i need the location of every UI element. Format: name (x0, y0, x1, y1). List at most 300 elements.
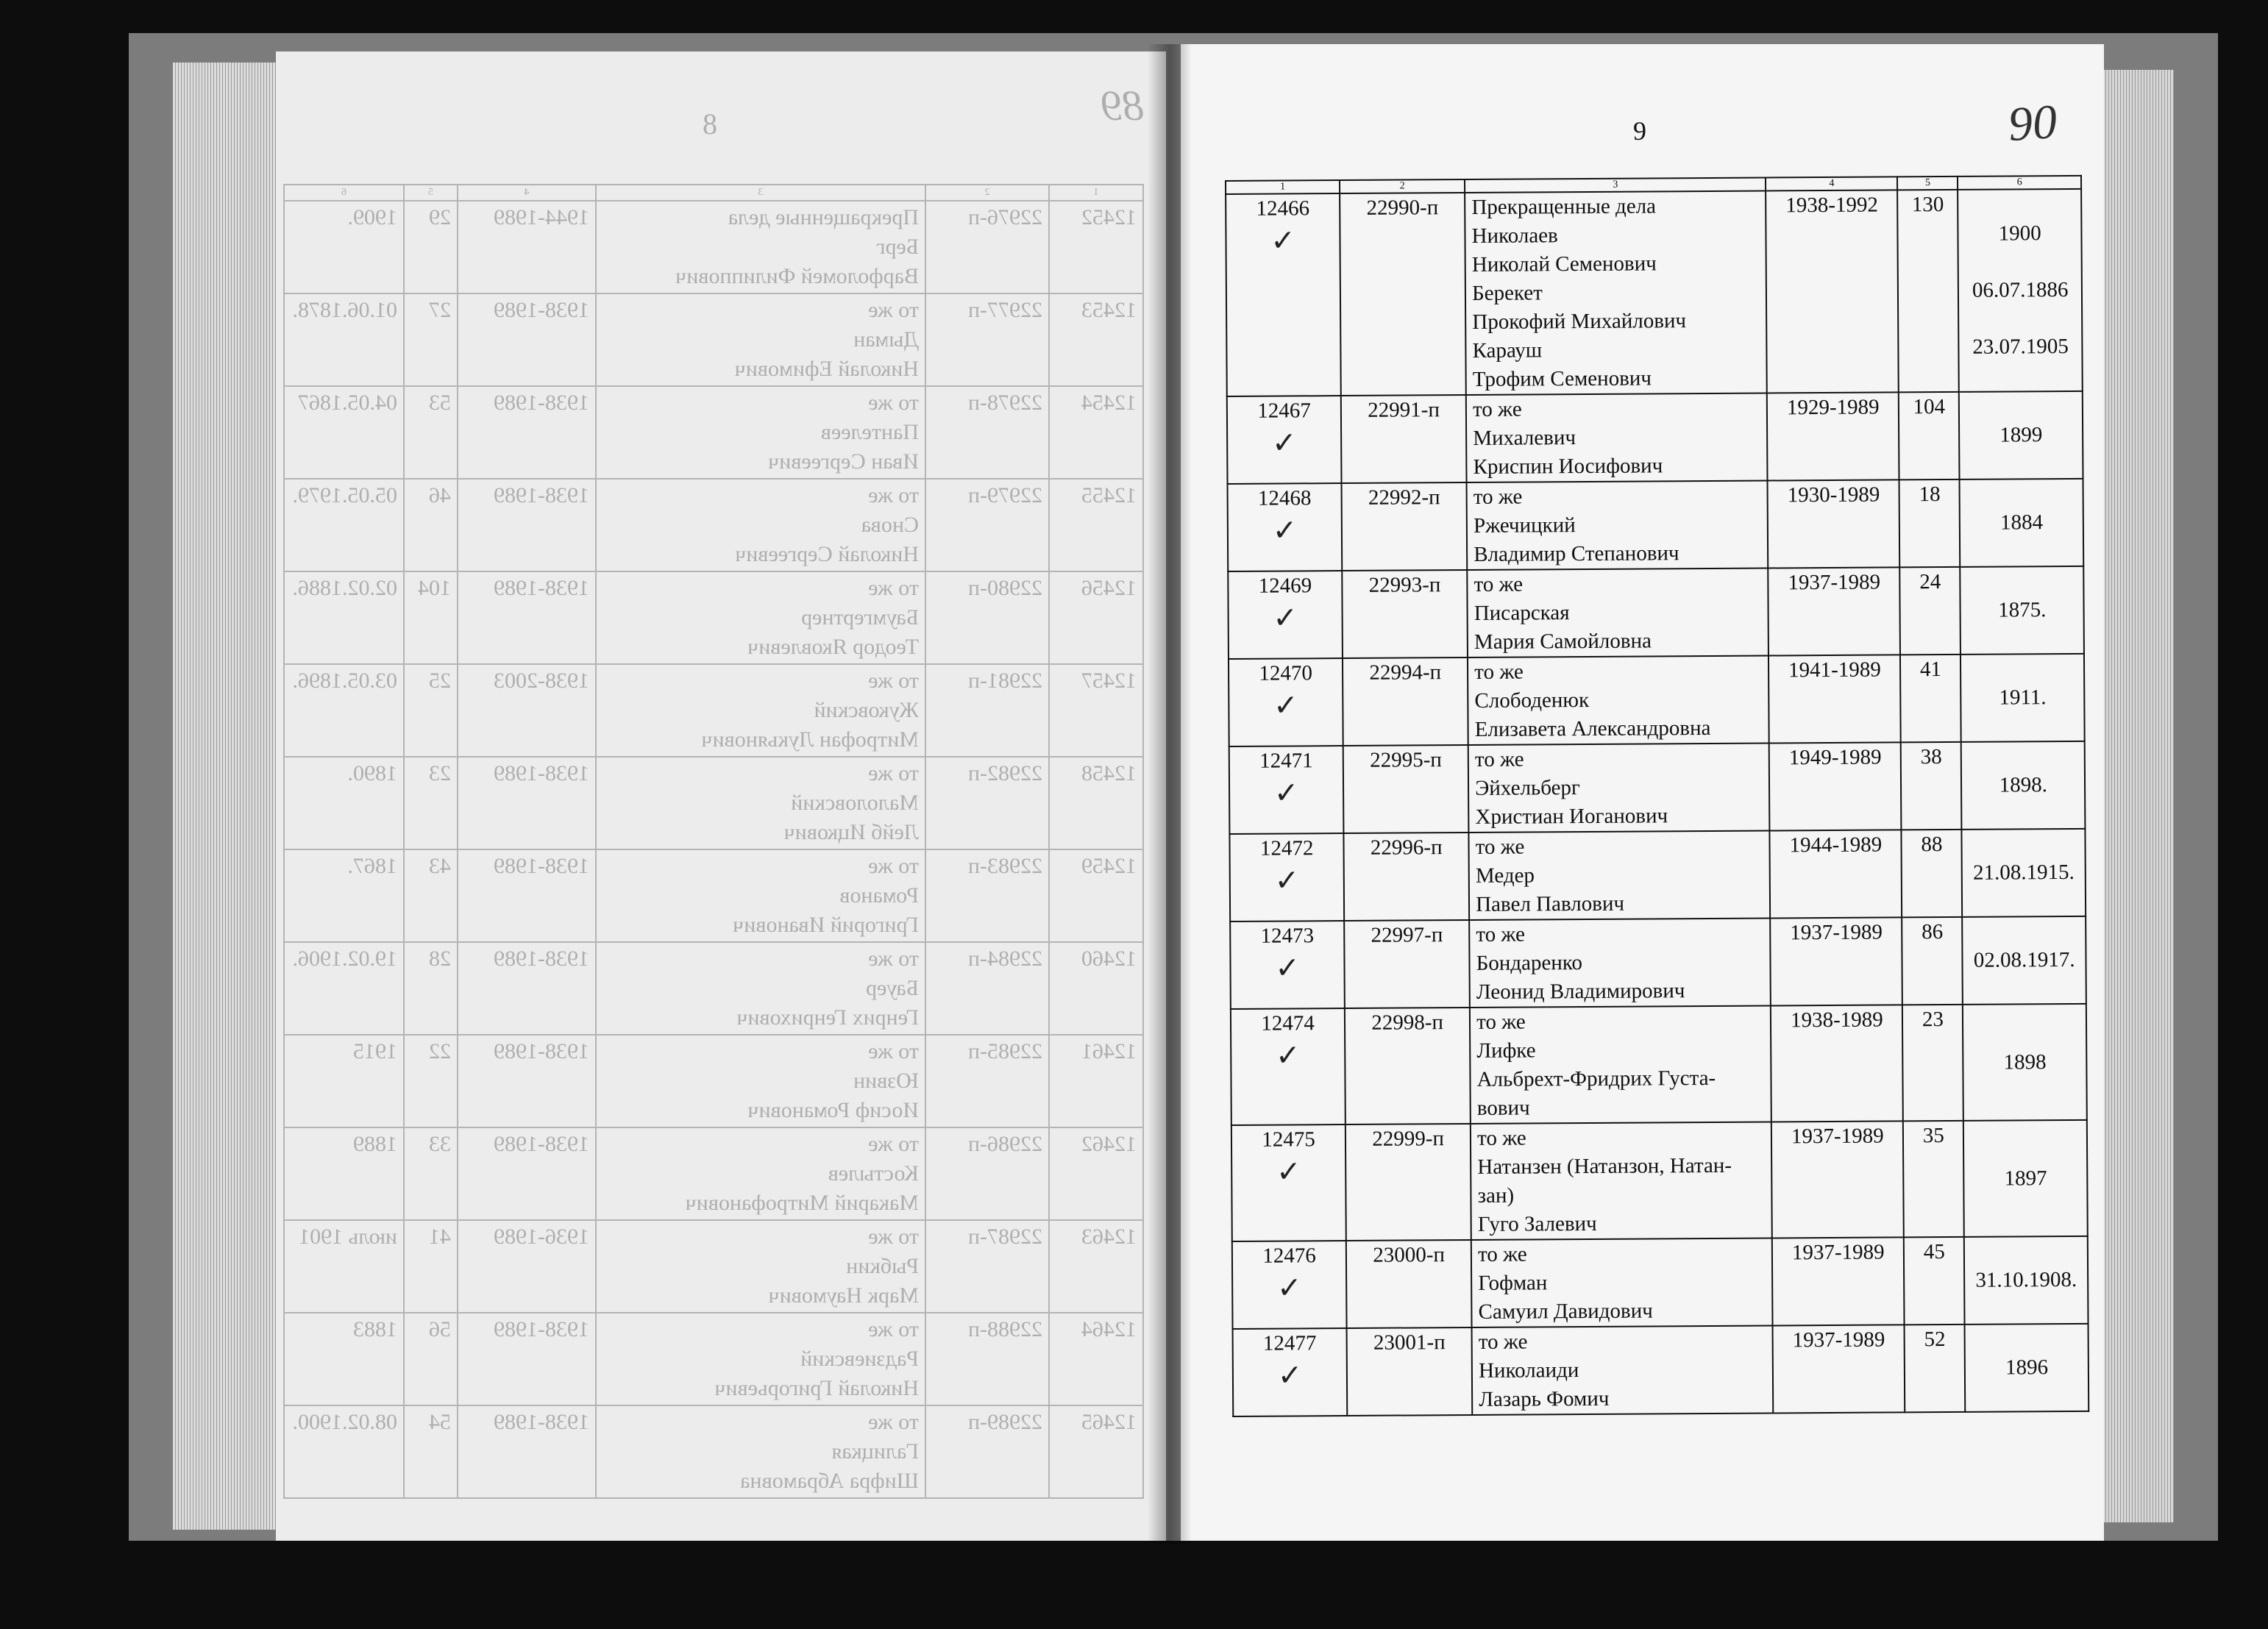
year-range: 1937-1989 (1771, 1121, 1904, 1238)
year-range: 1930-1989 (1768, 480, 1900, 568)
year-range: 1938-1989 (458, 293, 596, 386)
description-line: Малоловский (791, 791, 919, 815)
description-line: Николаиди (1478, 1358, 1579, 1383)
birth-date: 1897 (2004, 1166, 2047, 1191)
record-number: 12461 (1049, 1035, 1143, 1127)
year-range: 1938-1989 (458, 571, 596, 664)
right-page (1181, 44, 2104, 1541)
description-line: Лейб Ицкович (783, 820, 919, 844)
record-number: 12467 (1257, 399, 1311, 423)
case-reference: 23001-п (1347, 1327, 1473, 1416)
case-description (1469, 830, 1771, 919)
birth-dates (1958, 189, 2083, 392)
description-line: Карауш (1472, 338, 1543, 363)
description-line: то же (1477, 1126, 1526, 1150)
check-mark-icon: ✓ (1275, 1038, 1301, 1072)
description-line: Мария Самойловна (1474, 629, 1652, 654)
description-line: Прокофий Михайлович (1472, 309, 1687, 334)
record-number: 12475 (1262, 1127, 1315, 1152)
case-reference: 22980-п (925, 571, 1049, 664)
birth-date: 1915 (284, 1035, 404, 1127)
case-reference: 22997-п (1344, 920, 1470, 1008)
birth-date: 05.05.1979. (284, 479, 404, 571)
description-line: то же (868, 1410, 919, 1434)
description-line: Бондаренко (1476, 951, 1583, 975)
record-number: 12476 (1262, 1244, 1316, 1268)
birth-dates (1960, 479, 2083, 567)
year-range: 1937-1989 (1772, 1237, 1905, 1325)
birth-date: 1884 (1999, 510, 2044, 535)
case-reference: 22991-п (1341, 395, 1467, 483)
description-line: то же (868, 483, 919, 507)
description-line: Радзиевский (800, 1347, 919, 1371)
case-description (596, 1220, 925, 1313)
case-description (1472, 1325, 1774, 1414)
column-number: 2 (1340, 179, 1465, 193)
check-mark-icon: ✓ (1276, 1155, 1301, 1188)
birth-date: 1883 (284, 1313, 404, 1405)
description-line: Николаев (1471, 224, 1558, 248)
check-mark-icon: ✓ (1276, 1271, 1302, 1305)
birth-date: 21.08.1915. (1973, 860, 2075, 885)
description-line: то же (868, 391, 919, 415)
description-line: Баумгертнер (801, 605, 919, 630)
case-description (1467, 568, 1768, 657)
case-description (1471, 1238, 1773, 1327)
sheet-count: 24 (1900, 567, 1961, 655)
birth-date: 02.02.1886. (284, 571, 404, 664)
record-number-cell (1231, 1124, 1346, 1241)
description-line: Дыман (853, 327, 919, 352)
table-row (284, 1313, 1143, 1405)
sheet-count: 38 (1901, 742, 1962, 830)
record-number: 12457 (1049, 664, 1143, 757)
case-reference: 22987-п (925, 1220, 1049, 1313)
record-number-cell (1228, 483, 1343, 571)
case-reference: 22993-п (1342, 570, 1468, 658)
case-reference: 22985-п (925, 1035, 1049, 1127)
sheet-count: 23 (1902, 1005, 1963, 1121)
year-range: 1944-1989 (458, 201, 596, 293)
birth-date: 1898. (1999, 773, 2047, 797)
birth-date: 03.05.1896. (284, 664, 404, 757)
sheet-count: 130 (1897, 190, 1959, 392)
case-reference: 22998-п (1345, 1008, 1471, 1124)
year-range: 1936-1989 (458, 1220, 596, 1313)
birth-date: 1911. (1999, 685, 2047, 710)
case-description (596, 201, 925, 293)
record-number-cell (1229, 658, 1343, 746)
description-line: Владимир Степанович (1474, 541, 1679, 566)
record-number: 12471 (1259, 749, 1313, 773)
year-range: 1949-1989 (1769, 742, 1902, 830)
description-line: то же (1473, 485, 1523, 509)
table-row (284, 386, 1143, 479)
birth-date: 04.05.1867 (284, 386, 404, 479)
record-number-cell (1226, 193, 1341, 396)
birth-date: 1875. (1998, 598, 2047, 622)
description-line: Эйхельберг (1475, 776, 1580, 800)
birth-dates (1964, 1236, 2088, 1325)
description-line: Натанзен (Натанзон, Натан- (1477, 1153, 1732, 1179)
case-reference: 22994-п (1343, 657, 1468, 746)
description-line: Григорий Иванович (733, 913, 919, 937)
table-row (284, 479, 1143, 571)
year-range: 1937-1989 (1768, 567, 1901, 655)
book-gutter (1148, 44, 1192, 1544)
case-reference: 22990-п (1340, 193, 1466, 396)
sheet-count: 56 (404, 1313, 458, 1405)
birth-date: 19.02.1906. (284, 942, 404, 1035)
year-range: 1929-1989 (1767, 392, 1899, 480)
description-line: Ржечицкий (1473, 513, 1576, 538)
description-line: Альбрехт-Фридрих Густа- (1476, 1066, 1716, 1091)
left-page (276, 51, 1166, 1541)
case-description (1471, 1122, 1772, 1239)
record-number: 12465 (1049, 1405, 1143, 1498)
sheet-count: 27 (404, 293, 458, 386)
case-description (596, 664, 925, 757)
record-number: 12458 (1049, 757, 1143, 849)
table-row (284, 942, 1143, 1035)
case-description (596, 942, 925, 1035)
birth-dates (1960, 566, 2084, 655)
birth-dates (1965, 1324, 2089, 1412)
description-line: Бауер (866, 976, 919, 1000)
record-number: 12473 (1260, 924, 1315, 948)
sheet-count: 104 (1899, 392, 1960, 480)
column-number: 6 (284, 185, 404, 201)
birth-date: 1867. (284, 849, 404, 942)
description-line: Митрофан Лукьянович (701, 727, 919, 752)
left-register-table (283, 184, 1144, 1499)
case-reference: 22976-п (925, 201, 1049, 293)
table-row (284, 571, 1143, 664)
check-mark-icon: ✓ (1273, 688, 1298, 722)
record-number-cell (1230, 921, 1345, 1009)
case-reference: 23000-п (1346, 1240, 1472, 1328)
case-description (596, 571, 925, 664)
description-line: Гуго Залевич (1477, 1211, 1597, 1236)
record-number: 12452 (1049, 201, 1143, 293)
table-row (1229, 654, 2085, 746)
birth-dates (1960, 654, 2084, 742)
year-range: 1938-1989 (458, 942, 596, 1035)
description-line: то же (868, 761, 919, 785)
case-reference: 22982-п (925, 757, 1049, 849)
year-range: 1938-1989 (458, 757, 596, 849)
sheet-count: 29 (404, 201, 458, 293)
description-line: то же (868, 298, 919, 322)
birth-date: 31.10.1908. (1975, 1267, 2077, 1292)
case-description (1467, 481, 1768, 570)
description-line: Галицкая (831, 1439, 919, 1464)
description-line: Костылев (828, 1161, 919, 1186)
record-number: 12472 (1259, 836, 1314, 860)
case-reference: 22986-п (925, 1127, 1049, 1220)
description-line: Шифра Абрамовна (740, 1469, 919, 1493)
table-row (1231, 1120, 2088, 1241)
description-line: Прекращенные дела (728, 205, 919, 229)
column-number: 4 (1766, 177, 1897, 190)
year-range: 1941-1989 (1768, 655, 1901, 743)
description-line: Прекращенные дела (1471, 194, 1657, 219)
year-range: 1937-1989 (1773, 1325, 1905, 1413)
description-line: то же (1476, 1010, 1526, 1034)
table-row (1227, 391, 2083, 484)
description-line: то же (868, 1132, 919, 1156)
description-line: Леонид Владимирович (1476, 979, 1685, 1004)
column-number: 6 (1958, 176, 2081, 190)
birth-date: 1896 (2005, 1355, 2049, 1380)
description-line: Николай Сергеевич (735, 542, 919, 566)
bleed-through-text (276, 51, 1166, 1541)
record-number: 12464 (1049, 1313, 1143, 1405)
birth-date: 1900 (1998, 221, 2041, 246)
description-line: то же (1476, 922, 1526, 947)
case-description (1469, 918, 1771, 1007)
description-line: вович (1476, 1096, 1530, 1120)
record-number-cell (1229, 833, 1344, 922)
description-line: Криспин Иосифович (1473, 454, 1663, 479)
record-number-cell (1229, 746, 1344, 834)
year-range: 1938-1989 (458, 1313, 596, 1405)
record-number-cell (1228, 571, 1343, 659)
description-line: то же (868, 1317, 919, 1341)
case-description (596, 757, 925, 849)
check-mark-icon: ✓ (1277, 1358, 1303, 1392)
case-reference: 22996-п (1344, 833, 1470, 921)
case-description (1468, 743, 1770, 832)
description-line: Медер (1475, 863, 1535, 888)
table-row (1229, 829, 2086, 922)
case-description (596, 849, 925, 942)
description-line: Трофим Семенович (1472, 366, 1652, 391)
birth-date: 1890. (284, 757, 404, 849)
description-line: Николай Семенович (1471, 252, 1657, 277)
birth-dates (1963, 916, 2086, 1005)
birth-date: 1898 (2003, 1049, 2047, 1074)
date-list (1965, 205, 2076, 375)
birth-dates (1962, 829, 2086, 917)
description-line: Лифке (1476, 1038, 1536, 1063)
column-number: 1 (1049, 185, 1143, 201)
description-line: Самуил Давидович (1478, 1299, 1653, 1324)
record-number-cell (1232, 1241, 1347, 1329)
case-description (596, 1313, 925, 1405)
description-line: зан) (1477, 1183, 1515, 1208)
description-line: то же (868, 947, 919, 971)
case-description (1465, 191, 1767, 395)
year-range: 1938-1989 (458, 1035, 596, 1127)
case-description (1468, 655, 1769, 744)
case-description (596, 1127, 925, 1220)
check-mark-icon: ✓ (1271, 426, 1297, 460)
record-number: 12459 (1049, 849, 1143, 942)
birth-dates (1963, 1120, 2088, 1237)
case-description (596, 1035, 925, 1127)
sheet-count: 33 (404, 1127, 458, 1220)
table-row (284, 849, 1143, 942)
description-line: Христиан Иоганович (1475, 804, 1668, 829)
sheet-count: 25 (404, 664, 458, 757)
case-reference: 22984-п (925, 942, 1049, 1035)
description-line: то же (868, 576, 919, 600)
description-line: Писарская (1474, 601, 1570, 625)
check-mark-icon: ✓ (1270, 224, 1295, 257)
birth-date: 01.06.1878. (284, 293, 404, 386)
sheet-count: 43 (404, 849, 458, 942)
case-description (596, 1405, 925, 1498)
description-line: Макарий Митрофанович (685, 1191, 919, 1215)
sheet-count: 23 (404, 757, 458, 849)
year-range: 1938-1989 (1771, 1005, 1903, 1122)
sheet-count: 28 (404, 942, 458, 1035)
left-archive-number: 89 (1101, 82, 1144, 129)
table-row (284, 1127, 1143, 1220)
record-number: 12460 (1049, 942, 1143, 1035)
description-line: Николай Ефимович (734, 357, 919, 381)
description-line: Гофман (1478, 1271, 1548, 1295)
sheet-count: 41 (1900, 655, 1961, 742)
table-row (1228, 566, 2084, 659)
year-range: 1938-1989 (458, 849, 596, 942)
sheet-count: 88 (1902, 830, 1963, 917)
table-row (1228, 479, 2084, 571)
description-line: Генрих Генрихович (736, 1005, 919, 1030)
case-reference: 22995-п (1343, 745, 1469, 833)
column-number: 3 (596, 185, 925, 201)
record-number: 12474 (1261, 1011, 1315, 1035)
record-number: 12463 (1049, 1220, 1143, 1313)
case-reference: 22989-п (925, 1405, 1049, 1498)
description-line: Берг (876, 235, 919, 259)
description-line: Берекет (1472, 281, 1543, 305)
table-row (284, 1035, 1143, 1127)
column-number: 5 (404, 185, 458, 201)
birth-date: 1909. (284, 201, 404, 293)
description-line: Павел Павлович (1476, 891, 1625, 916)
case-reference: 22983-п (925, 849, 1049, 942)
year-range: 1938-1989 (458, 1405, 596, 1498)
column-number: 2 (925, 185, 1049, 201)
year-range: 1944-1989 (1770, 830, 1902, 918)
record-number: 12454 (1049, 386, 1143, 479)
record-number: 12462 (1049, 1127, 1143, 1220)
record-number-cell (1227, 396, 1342, 484)
birth-date: июль 1901 (284, 1220, 404, 1313)
case-reference: 22978-п (925, 386, 1049, 479)
table-row (284, 201, 1143, 293)
description-line: Елизавета Александровна (1474, 716, 1711, 741)
column-number-row (284, 185, 1143, 201)
description-line: Иван Сергеевич (768, 449, 919, 474)
page-edges-left (173, 63, 291, 1530)
sheet-count: 22 (404, 1035, 458, 1127)
table-row (284, 1220, 1143, 1313)
sheet-count: 41 (404, 1220, 458, 1313)
description-line: Михалевич (1473, 426, 1576, 450)
description-line: то же (1478, 1330, 1528, 1354)
record-number: 12455 (1049, 479, 1143, 571)
table-row (284, 293, 1143, 386)
case-description (596, 479, 925, 571)
case-reference: 22992-п (1342, 482, 1468, 571)
record-number: 12470 (1259, 661, 1313, 685)
description-line: Рыбкин (846, 1254, 919, 1278)
case-reference: 22999-п (1345, 1124, 1471, 1241)
record-number: 12469 (1258, 574, 1312, 598)
description-line: Теодор Яковлевич (747, 635, 919, 659)
case-reference: 22988-п (925, 1313, 1049, 1405)
case-description (596, 293, 925, 386)
check-mark-icon: ✓ (1275, 951, 1301, 985)
description-line: Снова (861, 513, 919, 537)
description-line: то же (1472, 397, 1522, 421)
sheet-count: 86 (1902, 917, 1963, 1005)
record-number: 12456 (1049, 571, 1143, 664)
birth-date: 06.07.1886 (1972, 277, 2069, 302)
year-range: 1938-1989 (458, 479, 596, 571)
check-mark-icon: ✓ (1274, 863, 1300, 897)
description-line: то же (1474, 660, 1524, 684)
sheet-count: 53 (404, 386, 458, 479)
description-line: то же (1474, 747, 1524, 771)
register-table (1225, 175, 2089, 1417)
birth-date: 1889 (284, 1127, 404, 1220)
sheet-count: 18 (1899, 480, 1960, 567)
table-row (1231, 1004, 2087, 1125)
description-line: Жуковский (814, 698, 919, 722)
case-reference: 22977-п (925, 293, 1049, 386)
record-number: 12466 (1256, 196, 1310, 221)
record-number: 12453 (1049, 293, 1143, 386)
archive-sheet-number: 90 (2006, 94, 2059, 152)
description-line: то же (868, 1039, 919, 1063)
birth-dates (1961, 741, 2085, 830)
birth-date: 23.07.1905 (1972, 334, 2069, 359)
birth-date: 08.02.1900. (284, 1405, 404, 1498)
description-line: то же (868, 1225, 919, 1249)
description-line: Юзвин (853, 1069, 919, 1093)
table-row (1229, 741, 2086, 834)
description-line: то же (868, 669, 919, 693)
description-line: Романов (839, 883, 919, 908)
description-line: Слободенюк (1474, 688, 1590, 713)
check-mark-icon: ✓ (1272, 513, 1298, 547)
birth-date: 1899 (1999, 423, 2043, 447)
year-range: 1938-1992 (1766, 190, 1899, 393)
left-page-number: 8 (703, 107, 717, 140)
column-number: 3 (1465, 178, 1766, 193)
description-line: Лазарь Фомич (1479, 1386, 1610, 1411)
description-line: Иосиф Романович (747, 1098, 919, 1122)
record-number: 12468 (1257, 486, 1312, 510)
sheet-count: 45 (1904, 1237, 1965, 1325)
description-line: то же (1477, 1242, 1527, 1266)
sheet-count: 54 (404, 1405, 458, 1498)
table-row (284, 757, 1143, 849)
description-line: Марк Наумович (768, 1283, 919, 1308)
year-range: 1938-1989 (458, 386, 596, 479)
case-reference: 22979-п (925, 479, 1049, 571)
sheet-count: 35 (1903, 1121, 1964, 1237)
sheet-count: 46 (404, 479, 458, 571)
year-range: 1938-2003 (458, 664, 596, 757)
description-line: то же (1474, 572, 1524, 596)
birth-dates (1959, 391, 2083, 480)
record-number: 12477 (1262, 1331, 1317, 1355)
